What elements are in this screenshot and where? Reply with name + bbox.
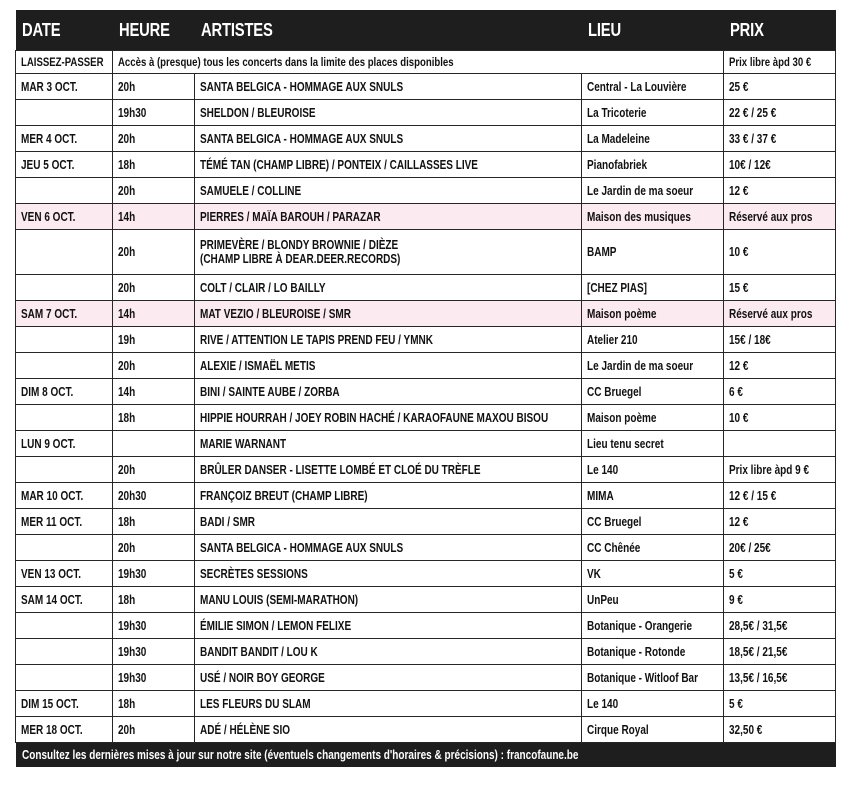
table-row	[16, 561, 836, 587]
footer-note: Consultez les dernières mises à jour sur notre site (éventuels changements d'horaires & précisions) : francofaune.be	[16, 743, 836, 768]
cell-price: 12 € / 15 €	[724, 483, 836, 509]
cell-venue: Le Jardin de ma soeur	[582, 178, 724, 204]
cell-time: 20h	[113, 126, 195, 152]
cell-price: Réservé aux pros	[724, 301, 836, 327]
table-row	[16, 613, 836, 639]
cell-artists: ÉMILIE SIMON / LEMON FELIXE	[195, 613, 582, 639]
cell-venue: Le 140	[582, 457, 724, 483]
cell-time: 20h	[113, 535, 195, 561]
table-row	[16, 301, 836, 327]
cell-artists: FRANÇOIZ BREUT (CHAMP LIBRE)	[195, 483, 582, 509]
cell-venue: Central - La Louvière	[582, 74, 724, 100]
cell-artists: ALEXIE / ISMAËL METIS	[195, 353, 582, 379]
cell-artists: SANTA BELGICA - HOMMAGE AUX SNULS	[195, 74, 582, 100]
cell-venue: CC Bruegel	[582, 379, 724, 405]
pass-row	[16, 51, 836, 74]
cell-date	[16, 327, 113, 353]
cell-venue: Maison poème	[582, 301, 724, 327]
concert-schedule	[15, 10, 835, 767]
cell-price: 20€ / 25€	[724, 535, 836, 561]
table-row	[16, 204, 836, 230]
cell-time: 19h30	[113, 561, 195, 587]
cell-time: 19h30	[113, 639, 195, 665]
cell-date: MER 11 OCT.	[16, 509, 113, 535]
cell-date	[16, 665, 113, 691]
cell-date: VEN 6 OCT.	[16, 204, 113, 230]
cell-time: 18h	[113, 509, 195, 535]
cell-artists: SECRÈTES SESSIONS	[195, 561, 582, 587]
cell-time: 20h	[113, 457, 195, 483]
cell-date: MAR 10 OCT.	[16, 483, 113, 509]
cell-venue: CC Bruegel	[582, 509, 724, 535]
cell-time: 19h30	[113, 665, 195, 691]
header-time: HEURE	[113, 10, 195, 51]
cell-price: 10 €	[724, 405, 836, 431]
table-row	[16, 152, 836, 178]
cell-venue: Maison poème	[582, 405, 724, 431]
header-row	[16, 10, 836, 51]
cell-price: Réservé aux pros	[724, 204, 836, 230]
cell-time: 18h	[113, 152, 195, 178]
cell-venue: Le Jardin de ma soeur	[582, 353, 724, 379]
cell-artists: PIERRES / MAÏA BAROUH / PARAZAR	[195, 204, 582, 230]
cell-time: 14h	[113, 379, 195, 405]
cell-venue: VK	[582, 561, 724, 587]
cell-venue: UnPeu	[582, 587, 724, 613]
cell-artists: SHELDON / BLEUROISE	[195, 100, 582, 126]
cell-date: MAR 3 OCT.	[16, 74, 113, 100]
cell-artists: RIVE / ATTENTION LE TAPIS PREND FEU / YMNK	[195, 327, 582, 353]
cell-price: Prix libre àpd 9 €	[724, 457, 836, 483]
cell-date	[16, 178, 113, 204]
cell-artists: LES FLEURS DU SLAM	[195, 691, 582, 717]
cell-time: 18h	[113, 405, 195, 431]
cell-venue: Pianofabriek	[582, 152, 724, 178]
cell-price: 22 € / 25 €	[724, 100, 836, 126]
table-row	[16, 379, 836, 405]
table-row	[16, 535, 836, 561]
cell-date	[16, 353, 113, 379]
cell-date	[16, 405, 113, 431]
cell-artists: BANDIT BANDIT / LOU K	[195, 639, 582, 665]
cell-date: DIM 8 OCT.	[16, 379, 113, 405]
header-artists: ARTISTES	[195, 10, 582, 51]
cell-venue: Botanique - Orangerie	[582, 613, 724, 639]
cell-time: 20h	[113, 275, 195, 301]
table-row	[16, 457, 836, 483]
cell-time: 19h30	[113, 100, 195, 126]
cell-time: 20h	[113, 717, 195, 743]
cell-venue: Lieu tenu secret	[582, 431, 724, 457]
cell-price: 15 €	[724, 275, 836, 301]
cell-artists: MARIE WARNANT	[195, 431, 582, 457]
cell-date: MER 18 OCT.	[16, 717, 113, 743]
cell-date: MER 4 OCT.	[16, 126, 113, 152]
cell-artists: TÉMÉ TAN (CHAMP LIBRE) / PONTEIX / CAILLASSES LIVE	[195, 152, 582, 178]
pass-price: Prix libre àpd 30 €	[724, 51, 836, 74]
cell-venue: Le 140	[582, 691, 724, 717]
table-row	[16, 100, 836, 126]
header-venue: LIEU	[582, 10, 724, 51]
cell-date: LUN 9 OCT.	[16, 431, 113, 457]
cell-venue: BAMP	[582, 230, 724, 275]
cell-price: 32,50 €	[724, 717, 836, 743]
cell-artists: SAMUELE / COLLINE	[195, 178, 582, 204]
cell-time: 20h	[113, 74, 195, 100]
cell-venue: La Madeleine	[582, 126, 724, 152]
cell-date: SAM 7 OCT.	[16, 301, 113, 327]
cell-date	[16, 275, 113, 301]
table-row	[16, 717, 836, 743]
table-row	[16, 275, 836, 301]
cell-price: 33 € / 37 €	[724, 126, 836, 152]
table-row	[16, 327, 836, 353]
cell-venue: Maison des musiques	[582, 204, 724, 230]
cell-date: VEN 13 OCT.	[16, 561, 113, 587]
cell-artists: BRÛLER DANSER - LISETTE LOMBÉ ET CLOÉ DU TRÈFLE	[195, 457, 582, 483]
cell-price: 5 €	[724, 691, 836, 717]
cell-venue: MIMA	[582, 483, 724, 509]
cell-price: 10 €	[724, 230, 836, 275]
schedule-table	[15, 10, 836, 767]
table-row	[16, 665, 836, 691]
cell-artists: BINI / SAINTE AUBE / ZORBA	[195, 379, 582, 405]
cell-time: 14h	[113, 301, 195, 327]
table-row	[16, 691, 836, 717]
cell-price: 9 €	[724, 587, 836, 613]
cell-date	[16, 457, 113, 483]
cell-artists: HIPPIE HOURRAH / JOEY ROBIN HACHÉ / KARAOFAUNE MAXOU BISOU	[195, 405, 582, 431]
table-row	[16, 353, 836, 379]
table-row	[16, 431, 836, 457]
cell-date	[16, 639, 113, 665]
cell-artists: ADÉ / HÉLÈNE SIO	[195, 717, 582, 743]
cell-price: 28,5€ / 31,5€	[724, 613, 836, 639]
header-date: DATE	[16, 10, 113, 51]
cell-date	[16, 613, 113, 639]
table-row	[16, 74, 836, 100]
table-row	[16, 230, 836, 275]
cell-date	[16, 100, 113, 126]
cell-artists: PRIMEVÈRE / BLONDY BROWNIE / DIÈZE (CHAMP LIBRE À DEAR.DEER.RECORDS)	[195, 230, 582, 275]
table-row	[16, 587, 836, 613]
cell-venue: Atelier 210	[582, 327, 724, 353]
cell-time	[113, 431, 195, 457]
header-price: PRIX	[724, 10, 836, 51]
cell-artists: MAT VEZIO / BLEUROISE / SMR	[195, 301, 582, 327]
cell-venue: La Tricoterie	[582, 100, 724, 126]
cell-venue: [CHEZ PIAS]	[582, 275, 724, 301]
cell-price: 12 €	[724, 178, 836, 204]
cell-artists: MANU LOUIS (SEMI-MARATHON)	[195, 587, 582, 613]
cell-artists: COLT / CLAIR / LO BAILLY	[195, 275, 582, 301]
cell-date: DIM 15 OCT.	[16, 691, 113, 717]
cell-price: 12 €	[724, 353, 836, 379]
cell-artists: BADI / SMR	[195, 509, 582, 535]
cell-time: 18h	[113, 691, 195, 717]
cell-time: 20h	[113, 353, 195, 379]
cell-price: 13,5€ / 16,5€	[724, 665, 836, 691]
table-row	[16, 509, 836, 535]
cell-time: 14h	[113, 204, 195, 230]
cell-price: 18,5€ / 21,5€	[724, 639, 836, 665]
cell-price: 25 €	[724, 74, 836, 100]
table-row	[16, 405, 836, 431]
footer-row	[16, 743, 836, 768]
cell-time: 19h30	[113, 613, 195, 639]
table-row	[16, 126, 836, 152]
cell-date	[16, 535, 113, 561]
cell-price: 15€ / 18€	[724, 327, 836, 353]
cell-artists: USÉ / NOIR BOY GEORGE	[195, 665, 582, 691]
cell-time: 20h	[113, 178, 195, 204]
cell-time: 20h	[113, 230, 195, 275]
cell-artists-line2: (CHAMP LIBRE À DEAR.DEER.RECORDS)	[200, 252, 401, 266]
cell-price: 10€ / 12€	[724, 152, 836, 178]
cell-date: SAM 14 OCT.	[16, 587, 113, 613]
table-row	[16, 178, 836, 204]
table-row	[16, 483, 836, 509]
cell-price: 5 €	[724, 561, 836, 587]
pass-description: Accès à (presque) tous les concerts dans la limite des places disponibles	[113, 51, 724, 74]
cell-price: 6 €	[724, 379, 836, 405]
cell-venue: Botanique - Witloof Bar	[582, 665, 724, 691]
table-row	[16, 639, 836, 665]
cell-time: 18h	[113, 587, 195, 613]
cell-venue: Botanique - Rotonde	[582, 639, 724, 665]
cell-price: 12 €	[724, 509, 836, 535]
cell-venue: Cirque Royal	[582, 717, 724, 743]
cell-artists: SANTA BELGICA - HOMMAGE AUX SNULS	[195, 126, 582, 152]
pass-label: LAISSEZ-PASSER	[16, 51, 113, 74]
cell-price	[724, 431, 836, 457]
cell-date: JEU 5 OCT.	[16, 152, 113, 178]
cell-venue: CC Chênée	[582, 535, 724, 561]
cell-time: 20h30	[113, 483, 195, 509]
cell-date	[16, 230, 113, 275]
cell-artists: SANTA BELGICA - HOMMAGE AUX SNULS	[195, 535, 582, 561]
cell-time: 19h	[113, 327, 195, 353]
